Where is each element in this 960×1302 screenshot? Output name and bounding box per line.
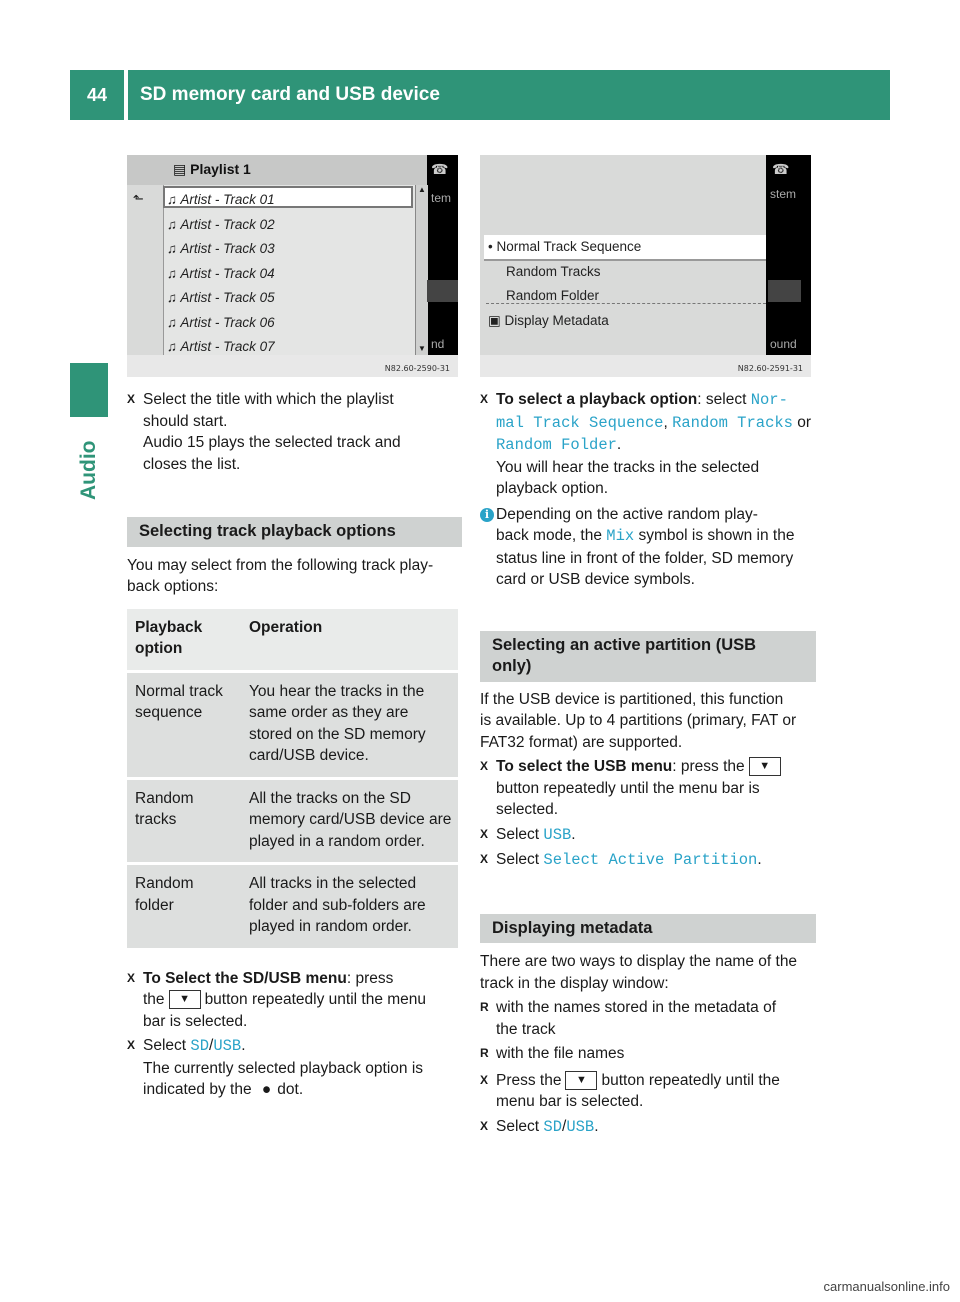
menu-remnant-2: ound <box>770 337 797 351</box>
menu-remnant-1: tem <box>431 191 452 205</box>
list-item[interactable]: ♫ Artist - Track 07 <box>167 339 275 354</box>
list-item[interactable]: ♫ Artist - Track 04 <box>167 265 275 281</box>
folder-icon: ▤ <box>173 161 191 177</box>
image-code: N82.60-2590-31 <box>384 364 450 373</box>
back-icon: ⬑ <box>133 191 144 206</box>
list-item[interactable]: ♫ Artist - Track 06 <box>167 314 275 330</box>
step-select-title: X Select the title with which the playlist should start. Audio 15 plays the selected track and closes the list. <box>127 389 462 475</box>
menu-remnant-2: nd <box>431 337 445 351</box>
left-column <box>127 389 462 1101</box>
partition-text: If the USB device is partitioned, this function is available. Up to 4 partitions (primary, FAT or FAT32 format) are supported. <box>480 690 797 751</box>
menu-item-normal[interactable]: • Normal Track Sequence <box>488 239 642 254</box>
right-column <box>480 389 816 1138</box>
list-item[interactable]: ♫ Artist - Track 05 <box>167 290 275 305</box>
list-item[interactable]: ♫ Artist - Track 01 <box>167 192 275 207</box>
step-press-button: X Press the ▼ button repeatedly until the menu bar is selected. <box>480 1070 816 1113</box>
table-header <box>127 609 458 672</box>
info-note: i Depending on the active random play- back mode, the Mix symbol is shown in the status line in front of the folder, SD memory card or USB device symbols. <box>480 504 816 591</box>
playback-options-screenshot <box>480 155 811 377</box>
page-number: 44 <box>70 70 124 120</box>
section-heading-metadata: Displaying metadata <box>480 914 816 944</box>
step-select-sd-usb-final: X Select SD/USB. <box>480 1116 816 1139</box>
down-button-icon: ▼ <box>169 990 201 1009</box>
menu-item-random-folder[interactable]: Random Folder <box>506 288 600 303</box>
info-icon: i <box>480 508 494 522</box>
side-tab-label: Audio <box>77 440 100 500</box>
intro-text: You may select from the following track play- back options: <box>127 556 434 595</box>
phone-icon: ☎ <box>772 161 790 177</box>
step-select-usb-menu: X To select the USB menu: press the ▼ button repeatedly until the menu bar is selected. <box>480 756 816 821</box>
list-item[interactable]: ♫ Artist - Track 02 <box>167 216 275 232</box>
step-select-sd-usb: X Select SD/USB. The currently selected playback option is indicated by the ● dot. <box>127 1035 462 1101</box>
playlist-title: ▤ Playlist 1 <box>173 161 251 177</box>
table-row: Normal track sequence You hear the tracks in the same order as they are stored on the SD memory card/USB device. <box>127 671 458 778</box>
bullet-metadata-names: R with the names stored in the metadata of the track <box>480 997 816 1040</box>
phone-icon: ☎ <box>431 161 449 177</box>
step-select-active-partition: X Select Select Active Partition. <box>480 849 816 872</box>
down-button-icon: ▼ <box>565 1071 597 1090</box>
side-tab-marker <box>70 363 108 417</box>
dot-icon: ● <box>261 1081 272 1098</box>
table-row: Random folder All tracks in the selected folder and sub-folders are played in random order. <box>127 864 458 948</box>
scrollbar[interactable]: ▲ ▼ <box>415 185 428 355</box>
step-select-sd-usb-menu: X To Select the SD/USB menu: press the ▼ button repeatedly until the menu bar is selected. <box>127 968 462 1033</box>
page-title: SD memory card and USB device <box>128 70 890 120</box>
section-heading-playback: Selecting track playback options <box>127 517 462 547</box>
table-row: Random tracks All the tracks on the SD memory card/USB device are played in a random order. <box>127 778 458 864</box>
image-code: N82.60-2591-31 <box>737 364 803 373</box>
section-heading-partition: Selecting an active partition (USB only) <box>480 631 816 682</box>
step-select-playback-option: X To select a playback option: select Nor‐ mal Track Sequence, Random Tracks or Random Folder. You will hear the tracks in the selected playback option. <box>480 389 816 500</box>
watermark: carmanualsonline.info <box>823 1279 950 1294</box>
step-select-usb: X Select USB. <box>480 824 816 847</box>
menu-item-display-metadata[interactable]: ▣ Display Metadata <box>488 312 609 328</box>
menu-item-random-tracks[interactable]: Random Tracks <box>506 263 601 279</box>
down-button-icon: ▼ <box>749 757 781 776</box>
bullet-file-names: R with the file names <box>480 1043 816 1065</box>
playlist-screenshot <box>127 155 458 377</box>
list-item[interactable]: ♫ Artist - Track 03 <box>167 241 275 256</box>
menu-remnant-1: stem <box>770 187 797 201</box>
playback-options-table <box>127 609 458 948</box>
metadata-text: There are two ways to display the name of the track in the display window: <box>480 953 798 992</box>
header-playback-option: Playback option <box>127 609 241 672</box>
header-operation: Operation <box>241 609 458 672</box>
